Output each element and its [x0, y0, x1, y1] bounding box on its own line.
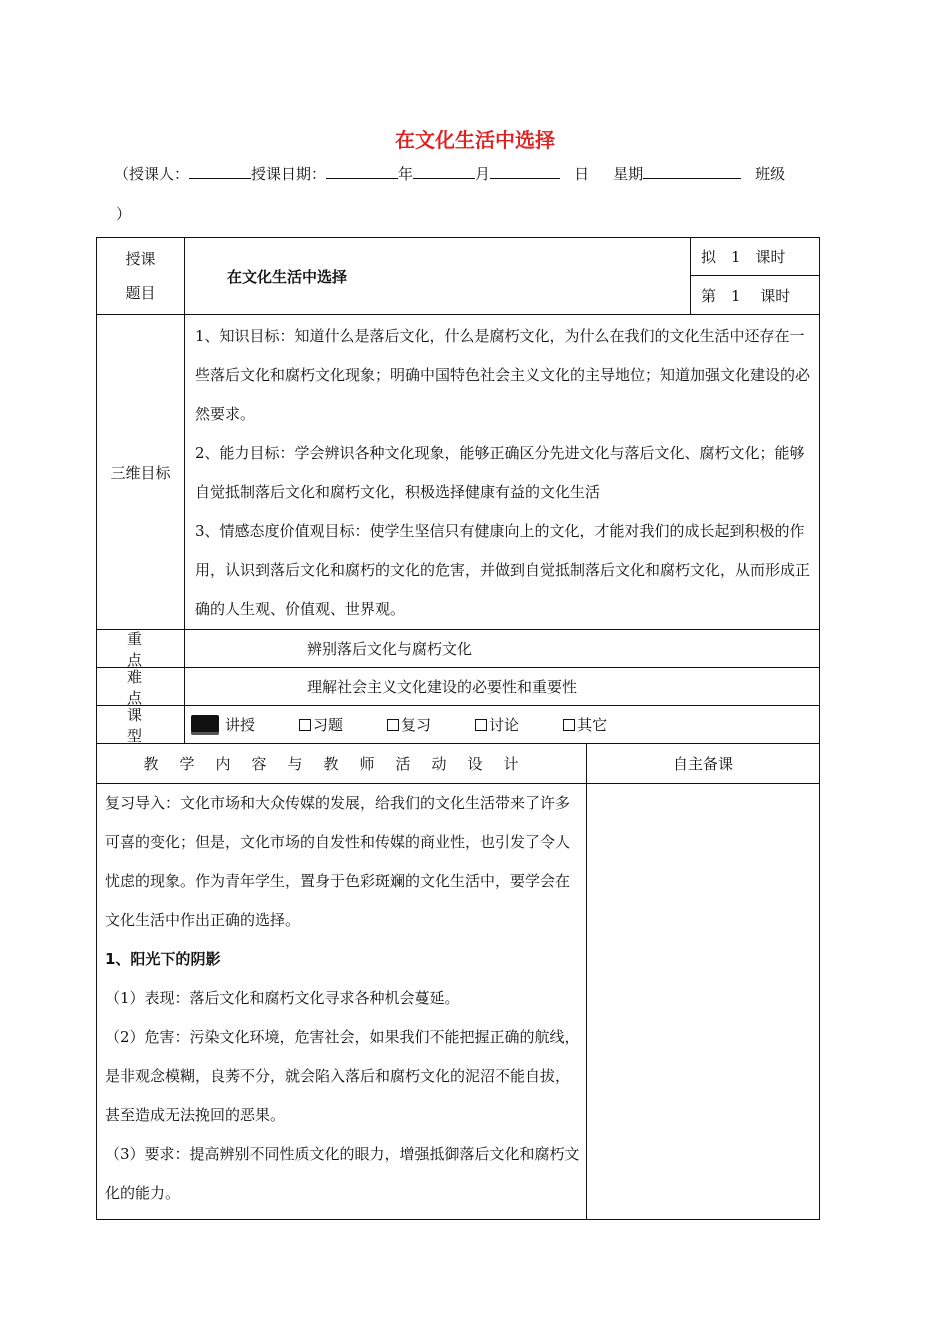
content-design-header: 教学内容与教师活动设计	[97, 744, 587, 783]
checkbox-icon	[563, 719, 575, 731]
checkbox-icon	[387, 719, 399, 731]
content-body-row	[97, 784, 819, 1219]
goal-attitude: 3、情感态度价值观目标：使学生坚信只有健康向上的文化，才能对我们的成长起到积极的作用，认识到落后文化和腐朽的文化的危害，并做到自觉抵制落后文化和腐朽文化，从而形成正确的人生观、价值观、世界观。	[195, 522, 811, 618]
teacher-blank	[189, 162, 251, 179]
type-option-review[interactable]	[387, 714, 431, 735]
page-title: 在文化生活中选择	[395, 128, 555, 152]
self-prep-body[interactable]	[587, 784, 819, 1219]
type-discussion-label: 讨论	[489, 716, 520, 734]
teacher-label: （授课人：	[114, 165, 190, 183]
type-review-label: 复习	[401, 716, 432, 734]
day-label: 日	[574, 165, 590, 183]
type-exercise-label: 习题	[313, 716, 344, 734]
point-manifestation: （1）表现：落后文化和腐朽文化寻求各种机会蔓延。	[105, 989, 460, 1007]
point-harm: （2）危害：污染文化环境，危害社会，如果我们不能把握正确的航线，是非观念模糊，良莠不分，就会陷入落后和腐朽文化的泥沼不能自拔，甚至造成无法挽回的恶果。	[105, 1028, 580, 1124]
topic-label	[97, 238, 185, 314]
goals-row	[97, 315, 819, 630]
content-header-row	[97, 744, 819, 784]
goals-content	[185, 315, 819, 629]
goal-ability: 2、能力目标：学会辨识各种文化现象，能够正确区分先进文化与落后文化、腐朽文化；能够自觉抵制落后文化和腐朽文化，积极选择健康有益的文化生活	[195, 444, 805, 501]
type-other-label: 其它	[577, 716, 608, 734]
point-requirement: （3）要求：提高辨别不同性质文化的眼力，增强抵御落后文化和腐朽文化的能力。	[105, 1145, 580, 1202]
type-option-exercise[interactable]	[299, 714, 343, 735]
class-label: 班级	[755, 165, 786, 183]
topic-label-line1: 授课	[125, 250, 156, 268]
month-blank	[413, 162, 475, 179]
difficult-point-label: 难点	[97, 668, 185, 705]
planned-hours: 拟 1 课时	[691, 238, 819, 276]
topic-row	[97, 238, 819, 315]
info-close-paren: ）	[116, 205, 132, 223]
key-point-value: 辨别落后文化与腐朽文化	[307, 640, 473, 658]
weekday-label: 星期	[613, 165, 644, 183]
type-option-other[interactable]	[563, 714, 607, 735]
difficult-point-row	[97, 668, 819, 706]
self-prep-header: 自主备课	[672, 755, 733, 773]
year-blank	[326, 162, 398, 179]
key-point-row	[97, 630, 819, 668]
date-label: 授课日期：	[251, 165, 327, 183]
lesson-type-options	[185, 706, 819, 743]
lesson-type-row	[97, 706, 819, 744]
type-option-discussion[interactable]	[475, 714, 519, 735]
section-heading: 1、阳光下的阴影	[105, 950, 221, 968]
month-label: 月	[475, 165, 491, 183]
goal-knowledge: 1、知识目标：知道什么是落后文化，什么是腐朽文化，为什么在我们的文化生活中还存在一些落后文化和腐朽文化现象；明确中国特色社会主义文化的主导地位；知道加强文化建设的必然要求。	[195, 327, 811, 423]
checkbox-icon	[299, 719, 311, 731]
content-design-body	[97, 784, 587, 1219]
type-option-lecture[interactable]	[191, 714, 255, 735]
topic-value: 在文化生活中选择	[185, 238, 691, 314]
type-lecture-label: 讲授	[225, 716, 256, 734]
lesson-info-line	[114, 162, 838, 185]
key-point-label: 重点	[97, 630, 185, 667]
checkbox-icon	[475, 719, 487, 731]
lesson-plan-table	[96, 237, 820, 1220]
checked-box-icon	[191, 715, 219, 735]
review-intro: 复习导入：文化市场和大众传媒的发展，给我们的文化生活带来了许多可喜的变化；但是，文化市场的自发性和传媒的商业性，也引发了令人忧虑的现象。作为青年学生，置身于色彩斑斓的文化生活中，要学会在文化生活中作出正确的选择。	[105, 794, 571, 929]
day-blank	[490, 162, 560, 179]
topic-label-line2: 题目	[125, 284, 156, 302]
hours-cell	[691, 238, 819, 314]
lesson-type-label: 课型	[97, 706, 185, 743]
weekday-blank	[643, 162, 741, 179]
current-hour: 第 1 课时	[701, 286, 791, 305]
year-label: 年	[398, 165, 414, 183]
goals-label: 三维目标	[97, 315, 185, 629]
difficult-point-value: 理解社会主义文化建设的必要性和重要性	[307, 678, 578, 696]
